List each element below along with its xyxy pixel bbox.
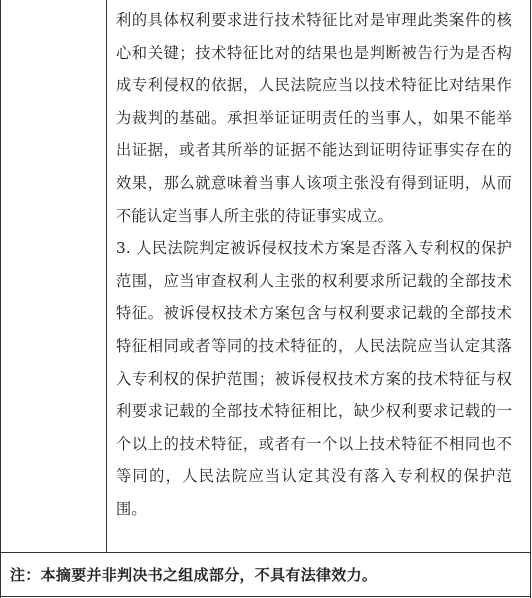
table-row-divider [0,552,531,553]
footer-cell [10,560,520,594]
paragraph-continued: 利的具体权利要求进行技术特征比对是审理此类案件的核心和关键；技术特征比对的结果也是判断被告行为是否构成专利侵权的依据，人民法院应当以技术特征比对结果作为裁判的基础。承担举证证明责任的当事人，如果不能举出证据，或者其所举的证据不能达到证明待证事实存在的效果，那么就意味着当事人该项主张没有得到证明，从而不能认定当事人所主张的待证事实成立。 [116,11,512,225]
paragraph-3: 3. 人民法院判定被诉侵权技术方案是否落入专利权的保护范围，应当审查权利人主张的权利要求所记载的全部技术特征。被诉侵权技术方案包含与权利要求记载的全部技术特征相同或者等同的技术特征的，人民法院应当认定其落入专利权的保护范围；被诉侵权技术方案的技术特征与权利要求记载的全部技术特征相比，缺少权利要求记载的一个以上的技术特征，或者有一个以上技术特征不相同也不等同的，人民法院应当认定其没有落入专利权的保护范围。 [116,239,512,518]
table-left-border [0,0,1,598]
summary-content-cell [116,4,512,552]
table-bottom-border [0,596,531,597]
table-column-divider [106,0,107,552]
legal-disclaimer-note: 注：本摘要并非判决书之组成部分，不具有法律效力。 [10,566,378,584]
table-right-border [530,0,531,598]
